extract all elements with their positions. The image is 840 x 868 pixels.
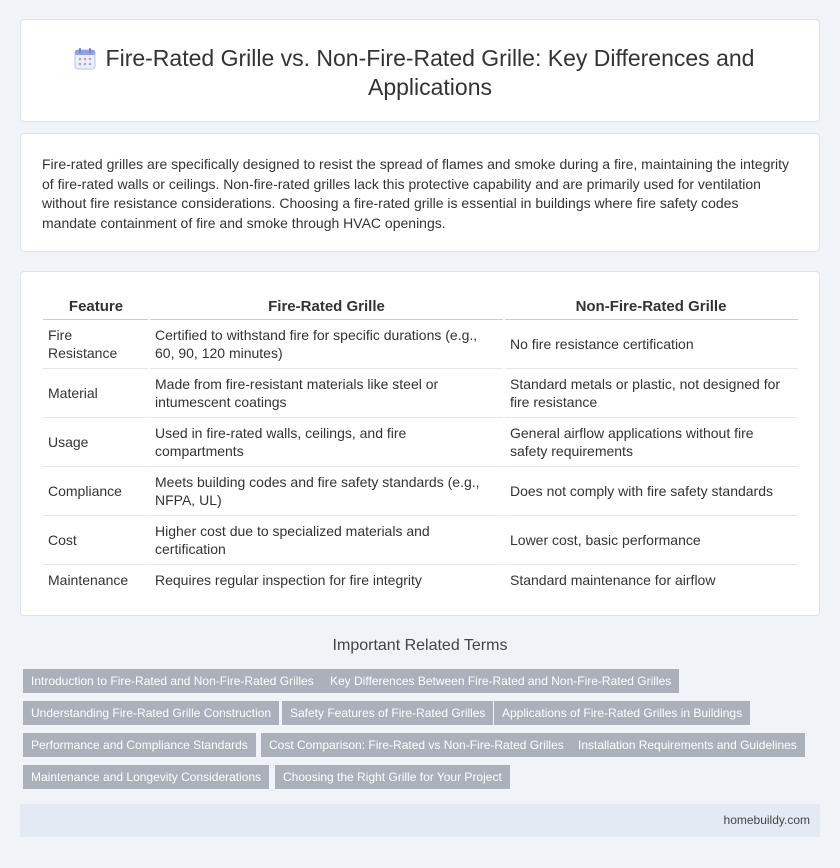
row-feature: Compliance <box>43 467 149 516</box>
row-non-fire-rated: General airflow applications without fire safety requirements <box>504 418 798 467</box>
related-term-tag[interactable]: Safety Features of Fire-Rated Grilles <box>282 701 493 725</box>
table-row <box>43 467 798 516</box>
row-fire-rated: Requires regular inspection for fire integrity <box>149 565 504 595</box>
table-row <box>43 418 798 467</box>
row-fire-rated: Used in fire-rated walls, ceilings, and fire compartments <box>149 418 504 467</box>
comparison-table-card <box>20 271 820 616</box>
table-row <box>43 320 798 369</box>
related-term-tag[interactable]: Installation Requirements and Guidelines <box>570 733 805 757</box>
related-term-tag[interactable]: Maintenance and Longevity Considerations <box>23 765 269 789</box>
row-non-fire-rated: Does not comply with fire safety standards <box>504 467 798 516</box>
related-term-tag[interactable]: Performance and Compliance Standards <box>23 733 256 757</box>
row-fire-rated: Higher cost due to specialized materials and certification <box>149 516 504 565</box>
header-fire-rated: Fire-Rated Grille <box>149 296 504 320</box>
related-term-tag[interactable]: Applications of Fire-Rated Grilles in Buildings <box>494 701 750 725</box>
related-terms-title: Important Related Terms <box>332 637 508 654</box>
related-term-tag[interactable]: Cost Comparison: Fire-Rated vs Non-Fire-Rated Grilles <box>261 733 572 757</box>
header-non-fire-rated: Non-Fire-Rated Grille <box>504 296 798 320</box>
row-feature: Material <box>43 369 149 418</box>
row-non-fire-rated: Standard metals or plastic, not designed for fire resistance <box>504 369 798 418</box>
related-term-tag[interactable]: Choosing the Right Grille for Your Project <box>275 765 510 789</box>
row-feature: Cost <box>43 516 149 565</box>
row-feature: Fire Resistance <box>43 320 149 369</box>
row-fire-rated: Meets building codes and fire safety standards (e.g., NFPA, UL) <box>149 467 504 516</box>
header-feature: Feature <box>43 296 149 320</box>
footer <box>20 804 820 837</box>
related-term-tag[interactable]: Understanding Fire-Rated Grille Construction <box>23 701 279 725</box>
header-card <box>20 19 820 122</box>
row-non-fire-rated: No fire resistance certification <box>504 320 798 369</box>
footer-site: homebuildy.com <box>723 813 810 827</box>
row-feature: Usage <box>43 418 149 467</box>
row-fire-rated: Made from fire-resistant materials like steel or intumescent coatings <box>149 369 504 418</box>
intro-paragraph: Fire-rated grilles are specifically designed to resist the spread of flames and smoke during a fire, maintaining the integrity of fire-rated walls or ceilings. Non-fire-rated grilles lack this protective capability and are primarily used for ventilation without fire resistance considerations. Choosing a fire-rated grille is essential in buildings where fire safety codes mandate containment of fire and smoke through HVAC openings. <box>42 156 790 231</box>
table-row <box>43 565 798 595</box>
comparison-table <box>43 296 798 595</box>
row-non-fire-rated: Standard maintenance for airflow <box>504 565 798 595</box>
table-row <box>43 369 798 418</box>
related-term-tag[interactable]: Key Differences Between Fire-Rated and Non-Fire-Rated Grilles <box>322 669 679 693</box>
table-header-row <box>43 296 798 320</box>
related-term-tag[interactable]: Introduction to Fire-Rated and Non-Fire-Rated Grilles <box>23 669 322 693</box>
page-title: Fire-Rated Grille vs. Non-Fire-Rated Grille: Key Differences and Applications <box>105 45 755 100</box>
row-feature: Maintenance <box>48 571 129 588</box>
intro-card <box>20 133 820 252</box>
table-row <box>43 516 798 565</box>
row-non-fire-rated: Lower cost, basic performance <box>504 516 798 565</box>
row-fire-rated: Certified to withstand fire for specific durations (e.g., 60, 90, 120 minutes) <box>149 320 504 369</box>
